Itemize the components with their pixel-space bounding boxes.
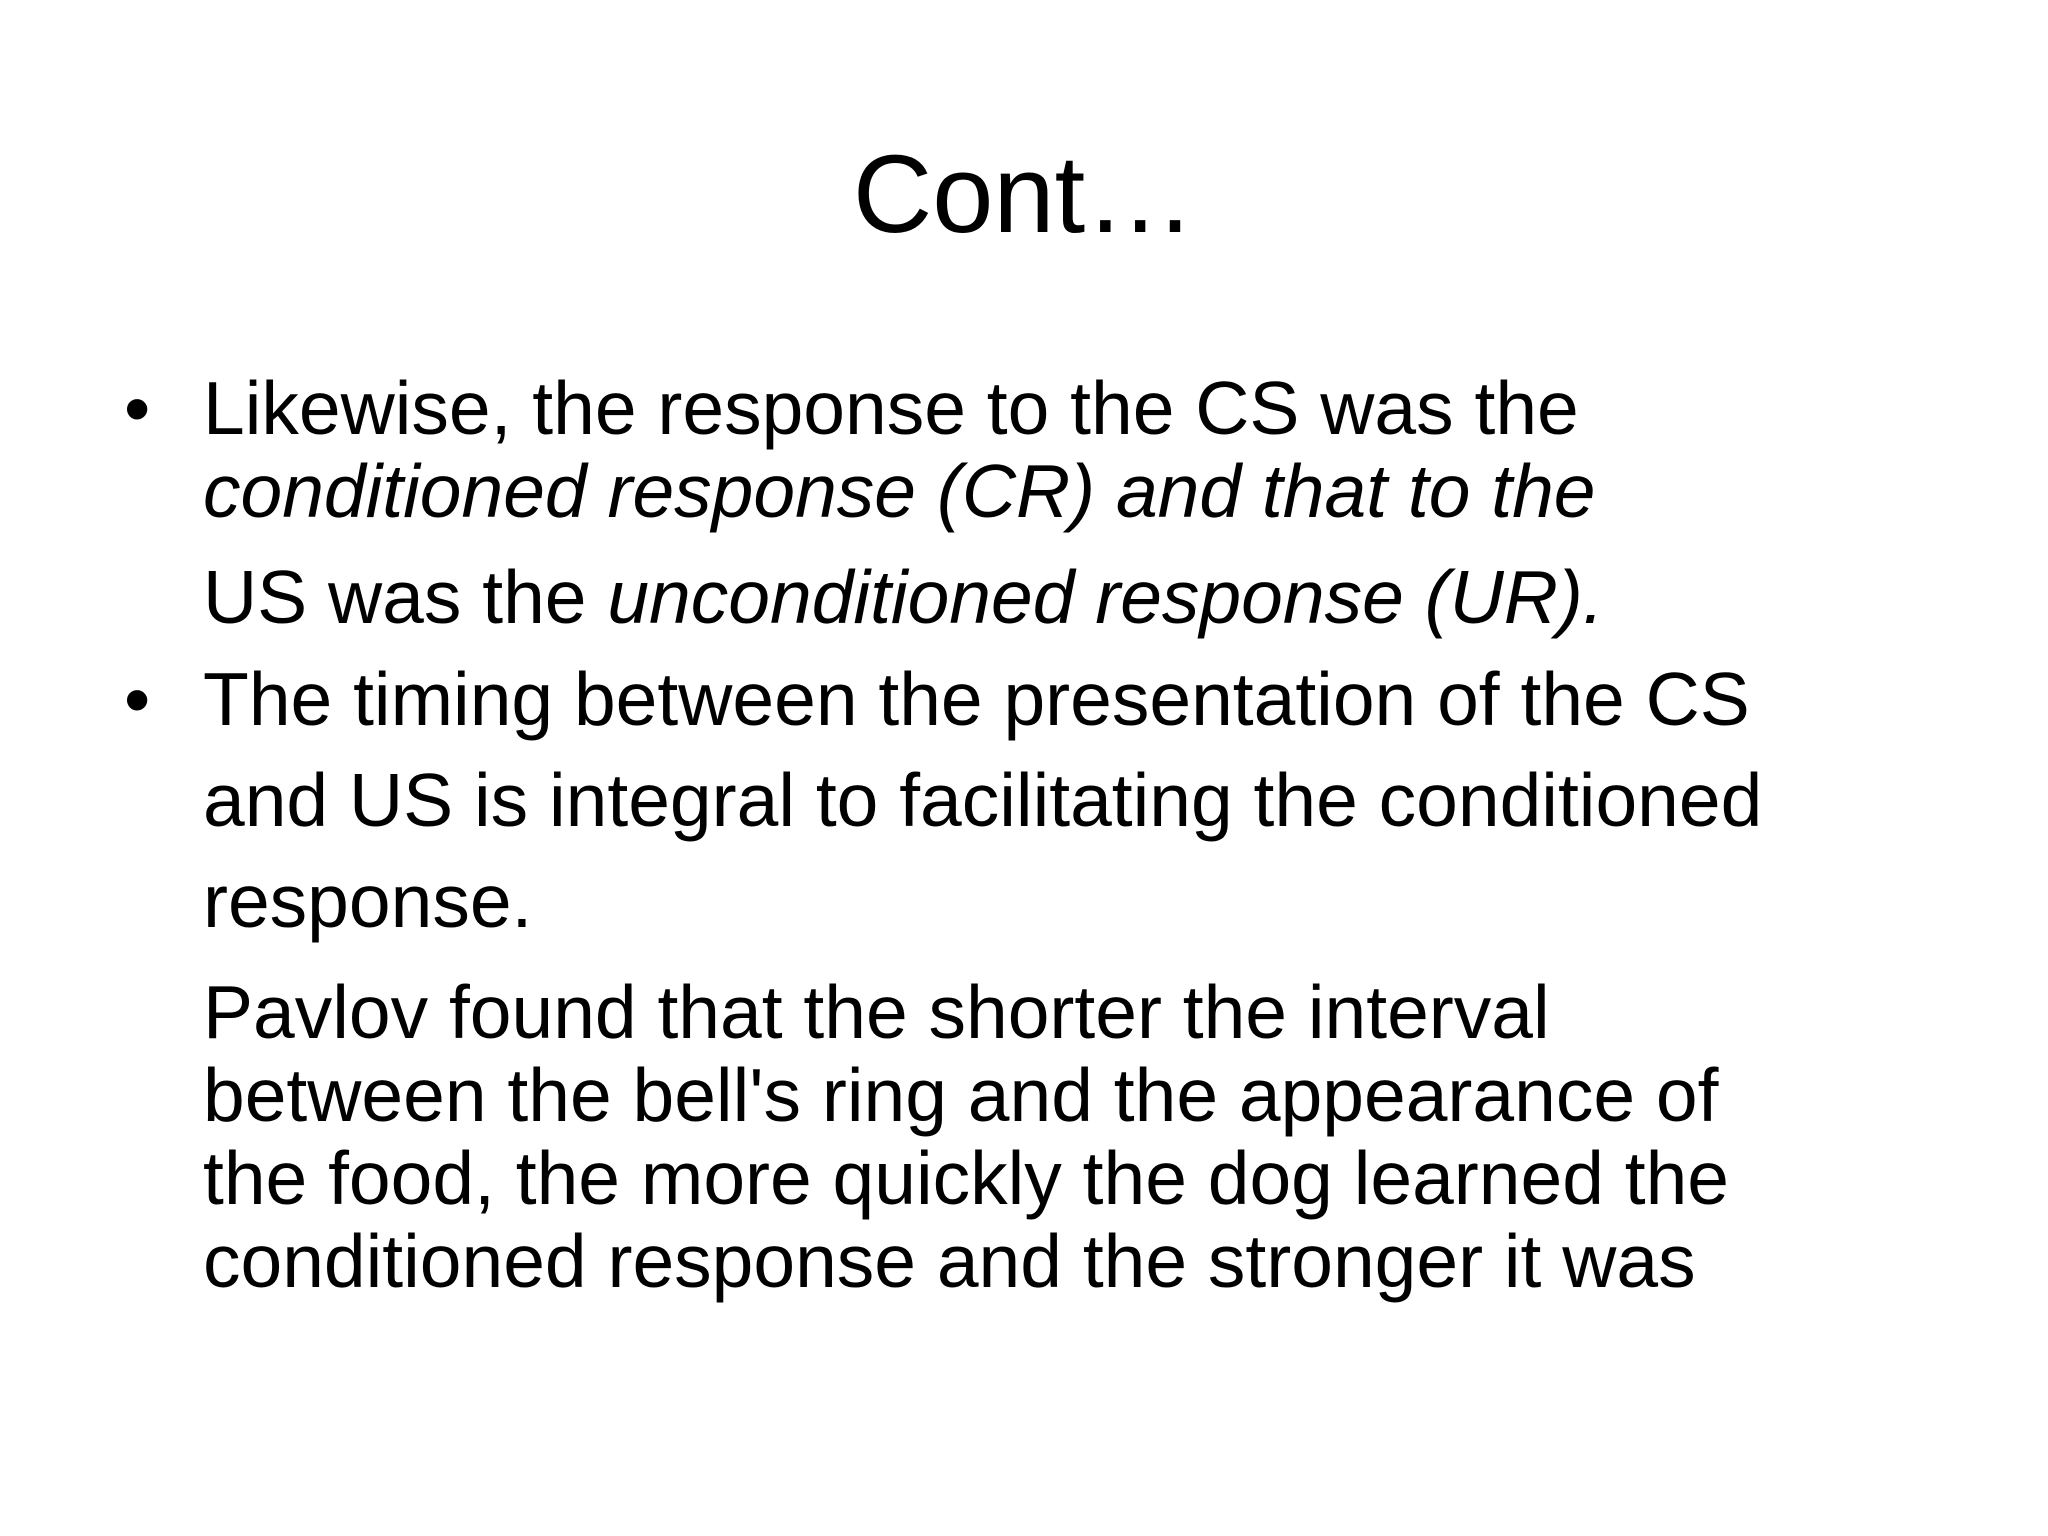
bullet-2-line-1: The timing between the presentation of the CS [203,657,1750,741]
bullet-2-line-3: response. [203,859,533,943]
paragraph-line-2: between the bell's ring and the appearance of [203,1053,1719,1137]
bullet-1-line-3-italic: unconditioned response (UR). [607,555,1604,639]
bullet-1-line-2-italic: conditioned response (CR) and that to the [203,449,1596,533]
bullet-2-line-2: and US is integral to facilitating the conditioned [203,758,1763,842]
slide-title: Cont… [852,133,1196,256]
bullet-1-line-1: Likewise, the response to the CS was the [203,366,1579,450]
bullet-1-line-2 [203,449,1596,533]
bullet-2-marker: • [124,657,151,741]
bullet-1-line-3 [203,555,1604,639]
bullet-1-line-3-plain: US was the [203,555,608,639]
paragraph-line-3: the food, the more quickly the dog learned the [203,1136,1730,1220]
paragraph-line-1: Pavlov found that the shorter the interval [203,970,1550,1054]
paragraph-line-4: conditioned response and the stronger it was [203,1219,1696,1303]
bullet-1-marker: • [124,366,151,450]
